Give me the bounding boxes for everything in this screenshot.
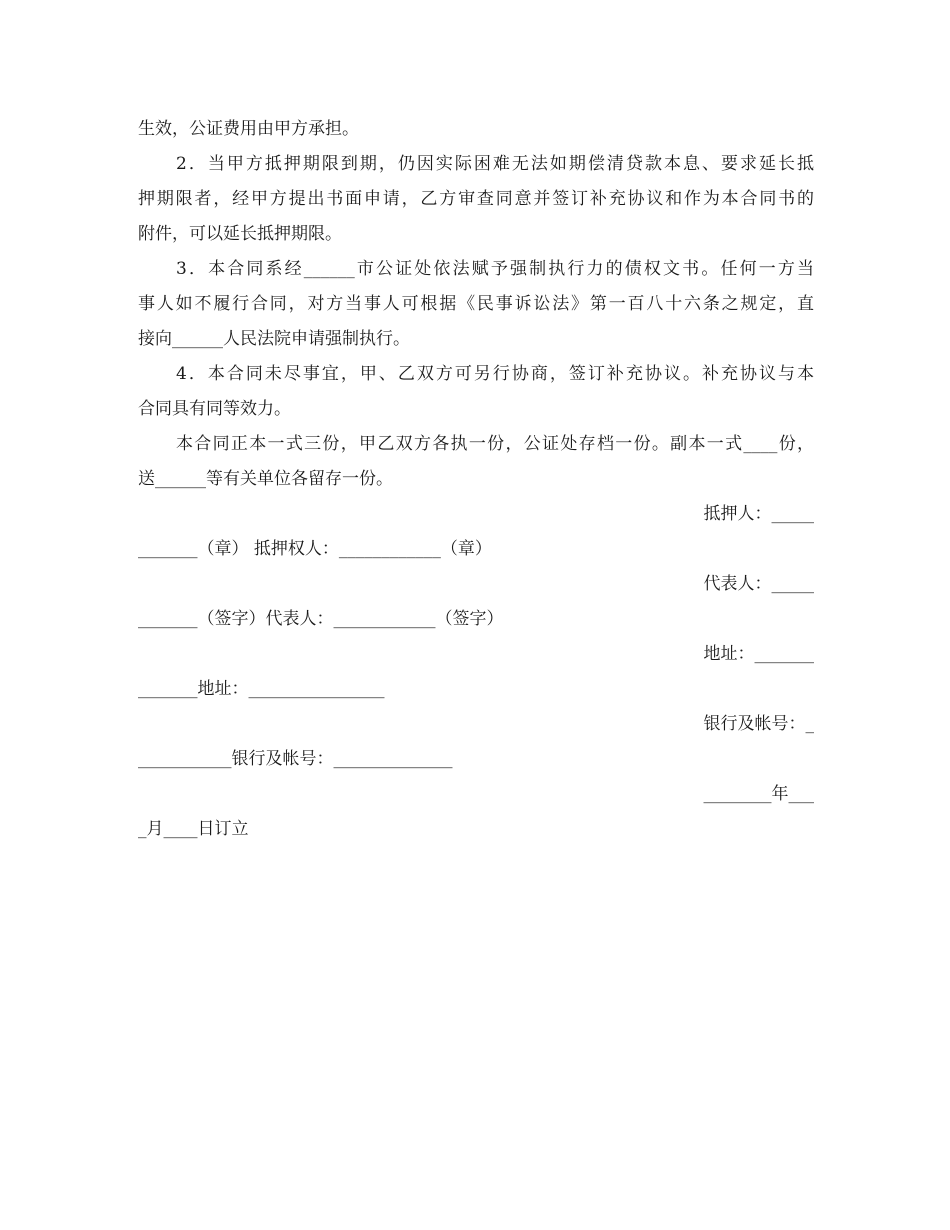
mortgagor-label: 抵押人：_____ xyxy=(703,504,814,524)
date-line: _月____日订立 xyxy=(138,819,249,839)
clause-3-line: 3．本合同系经______市公证处依法赋予强制执行力的债权文书。任何一方当 xyxy=(176,259,814,279)
copies-line: 本合同正本一式三份，甲乙双方各执一份，公证处存档一份。副本一式____份， xyxy=(176,434,814,454)
bank-account-line: ___________银行及帐号：______________ xyxy=(138,749,453,769)
paragraph-line: 生效，公证费用由甲方承担。 xyxy=(138,119,359,139)
bank-account-label: 银行及帐号：_ xyxy=(703,714,814,734)
clause-4-line: 4．本合同未尽事宜，甲、乙双方可另行协商，签订补充协议。补充协议与本 xyxy=(176,364,814,384)
address-line: _______地址：________________ xyxy=(138,679,385,699)
paragraph-line: 押期限者，经甲方提出书面申请，乙方审查同意并签订补充协议和作为本合同书的 xyxy=(138,189,814,209)
paragraph-line: 送______等有关单位各留存一份。 xyxy=(138,469,393,489)
representative-label: 代表人：_____ xyxy=(703,574,814,594)
signature-line: _______（签字）代表人：____________（签字） xyxy=(138,609,504,629)
address-label: 地址：_______ xyxy=(703,644,814,664)
paragraph-line: 附件，可以延长抵押期限。 xyxy=(138,224,342,244)
clause-2-line: 2．当甲方抵押期限到期，仍因实际困难无法如期偿清贷款本息、要求延长抵 xyxy=(176,154,814,174)
paragraph-line: 合同具有同等效力。 xyxy=(138,399,291,419)
contract-page xyxy=(138,112,814,847)
paragraph-line: 事人如不履行合同，对方当事人可根据《民事诉讼法》第一百八十六条之规定，直 xyxy=(138,294,814,314)
seal-line: _______（章） 抵押权人：____________（章） xyxy=(138,539,492,559)
paragraph-line: 接向______人民法院申请强制执行。 xyxy=(138,329,410,349)
date-label: ________年___ xyxy=(703,784,814,804)
